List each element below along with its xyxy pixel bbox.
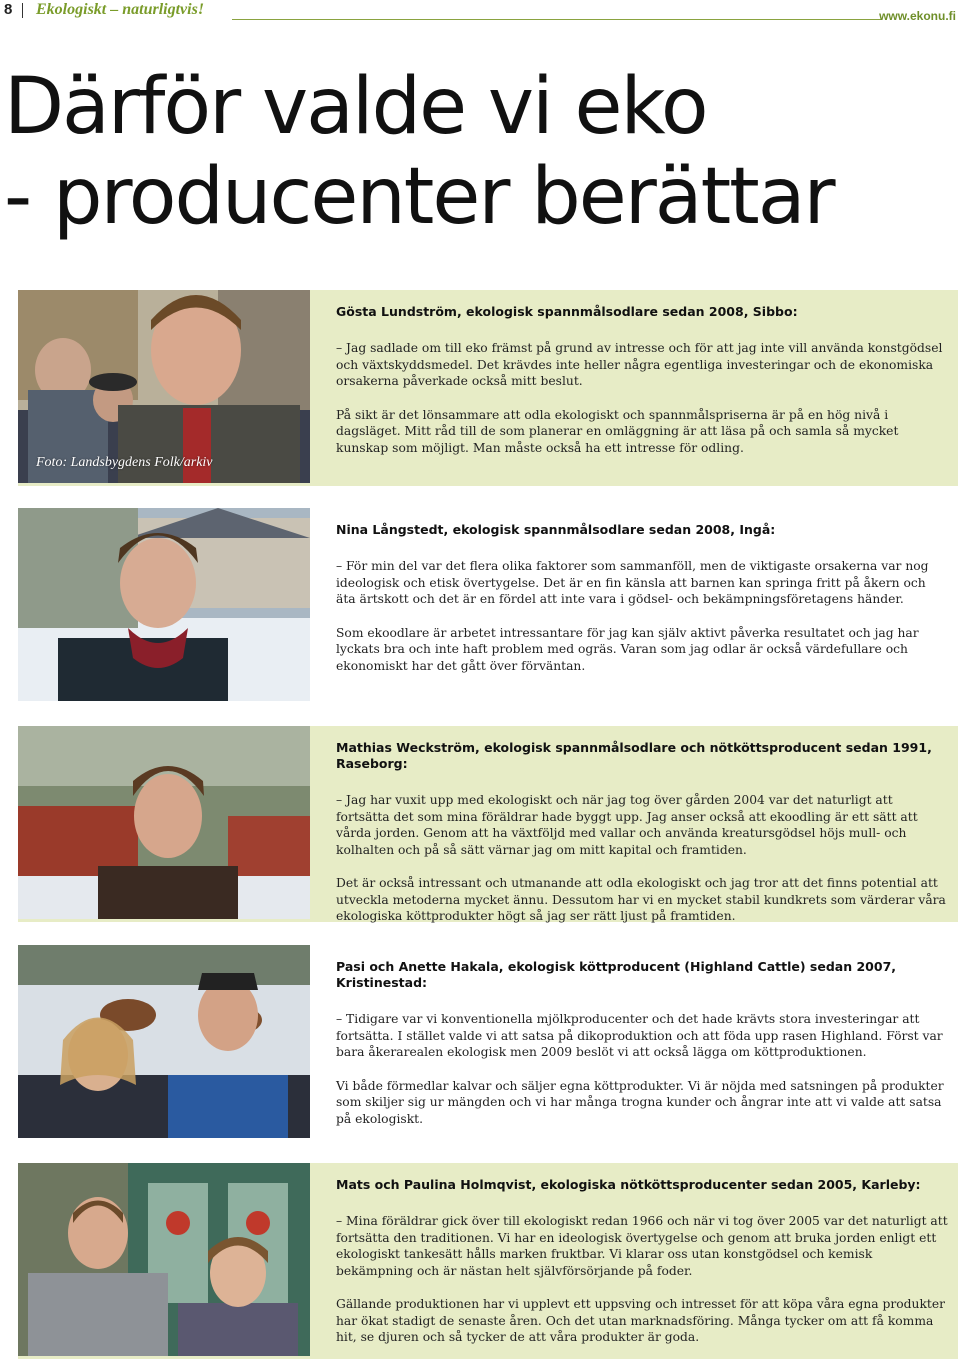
publication-title: Ekologiskt – naturligtvis! xyxy=(36,1,205,18)
quote-paragraph: På sikt är det lönsammare att odla ekologiskt och spannmålspriserna är på en hög nivå i dagsläget. Mitt råd till de som planerar en omläggning är att läsa på och samla så mycket kunskap som möjligt. Man måste också ha ett intresse för odling. xyxy=(336,407,899,455)
header-rule xyxy=(232,19,882,20)
quote-paragraph: – Jag sadlade om till eko främst på grund av intresse och för att jag inte vill använda konstgödsel och växtskyddsmedel. Det krävdes inte heller några egentliga investeringar och de ekonomiska orsakerna påverkade också mitt beslut. xyxy=(336,341,943,388)
producer-name: Gösta Lundström, ekologisk spannmålsodlare sedan 2008, Sibbo: xyxy=(336,304,798,319)
quote-paragraph: – Mina föräldrar gick över till ekologiskt redan 1966 och när vi tog över 2005 var det naturligt att fortsätta den traditionen. Vi har en ideologisk övertygelse och genom att bruka jorden enligt ett ekologiskt tankesätt hålls marken fruktbar. Vi klarar oss utan konstgödsel och kemisk bekämpning och är nästan helt självförsörjande på foder. xyxy=(336,1214,948,1278)
producer-name: Nina Långstedt, ekologisk spannmålsodlare sedan 2008, Ingå: xyxy=(336,522,776,537)
producer-name: Mathias Weckström, ekologisk spannmålsodlare och nötköttsproducent sedan 1991, Raseborg: xyxy=(336,740,932,771)
producer-photo xyxy=(18,290,310,483)
quote-paragraph: – För min del var det flera olika faktorer som sammanföll, men de viktigaste orsakerna var nog ideologisk och etisk övertygelse. Det är en fin känsla att barnen kan springa fritt på åkern och äta ärtskott och det är en fördel att inte vara i gödsel- och bekämpningsföretagens händer. xyxy=(336,559,929,606)
quote-paragraph: – Jag har vuxit upp med ekologiskt och när jag tog över gården 2004 var det naturligt att fortsätta det som mina föräldrar hade byggt upp. Jag anser också att ekoodling är ett sätt att vårda jorden. Genom att ha växtföljd med vallar och använda kreatursgödsel höjs mull- och kolhalten och på så sätt värnar jag om mitt kapital och framtiden. xyxy=(336,793,918,857)
header-divider xyxy=(22,3,23,18)
title-line-2: - producenter berättar xyxy=(4,152,834,242)
producer-name: Mats och Paulina Holmqvist, ekologiska nötköttsproducenter sedan 2005, Karleby: xyxy=(336,1177,921,1192)
page-number: 8 xyxy=(4,1,13,18)
profile-mats-paulina-holmqvist xyxy=(18,1163,958,1359)
producer-photo xyxy=(18,945,310,1138)
producer-photo xyxy=(18,508,310,701)
page-title xyxy=(4,62,954,242)
producer-photo xyxy=(18,1163,310,1356)
photo-caption: Foto: Landsbygdens Folk/arkiv xyxy=(36,455,213,470)
quote-paragraph: – Tidigare var vi konventionella mjölkproducenter och det hade krävts stora investeringar att fortsätta. I stället valde vi att satsa på dikoproduktion och att föda upp rasen Highland. Först var bara åkerarealen ekologisk men 2009 beslöt vi att också lägga om köttproduktionen. xyxy=(336,1012,943,1059)
quote-paragraph: Gällande produktionen har vi upplevt ett uppsving och intresset för att köpa våra egna produkter har ökat stadigt de senaste åren. Och det utan marknadsföring. Många tycker om att få komma hit, se djuren och så tycker de att våra produkter är goda. xyxy=(336,1297,945,1344)
profile-gosta-lundstrom xyxy=(18,290,958,486)
profile-pasi-anette-hakala xyxy=(18,945,958,1141)
profile-nina-langstedt xyxy=(18,508,958,704)
quote-paragraph: Som ekoodlare är arbetet intressantare för jag kan själv aktivt påverka resultatet och jag har lyckats bra och inte haft problem med ogräs. Varan som jag odlar är också värdefullare och ekonomiskt har det gått över förväntan. xyxy=(336,625,919,673)
producer-name: Pasi och Anette Hakala, ekologisk köttproducent (Highland Cattle) sedan 2007, Kristinestad: xyxy=(336,959,897,990)
quote-paragraph: Det är också intressant och utmanande att odla ekologiskt och jag tror att det finns potential att utveckla metoderna mycket ännu. Dessutom har vi en mycket stabil kundkrets som värderar våra ekologiska köttprodukter högt så jag ser rätt ljust på framtiden. xyxy=(336,876,946,923)
profile-mathias-weckstrom xyxy=(18,726,958,922)
quote-paragraph: Vi både förmedlar kalvar och säljer egna köttprodukter. Vi är nöjda med satsningen på produkter som skiljer sig ur mängden och vi har många trogna kunder och ångrar inte att vi valde att satsa på ekologiskt. xyxy=(336,1078,944,1126)
page-header xyxy=(0,0,960,24)
producer-photo xyxy=(18,726,310,919)
website-link[interactable]: www.ekonu.fi xyxy=(879,9,956,23)
title-line-1: Därför valde vi eko xyxy=(4,62,707,152)
